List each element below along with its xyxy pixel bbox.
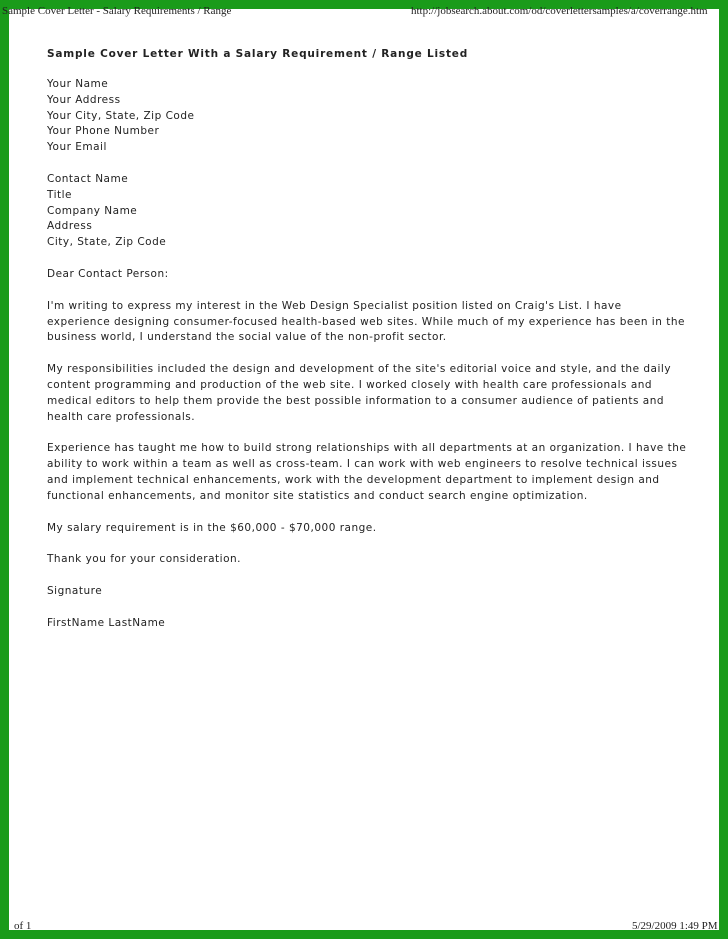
signature-label: Signature — [47, 585, 103, 598]
closing-line: Thank you for your consideration. — [47, 553, 241, 566]
body-paragraph-responsibilities: My responsibilities included the design and development of the site's editorial voice and style, and the daily content programming and production of the web site. I worked closely with health care professionals and medical editors to help them provide the best possible information to a consumer audience of patients and health care professionals. — [47, 363, 672, 423]
recipient-city-state-zip: City, State, Zip Code — [47, 236, 167, 249]
sender-address: Your Address — [47, 93, 121, 106]
recipient-company: Company Name — [47, 204, 138, 217]
recipient-name: Contact Name — [47, 172, 129, 185]
sender-address-block — [47, 77, 687, 156]
print-footer — [0, 920, 728, 934]
print-header — [0, 5, 728, 19]
sender-name: Your Name — [47, 78, 109, 90]
body-paragraph-intro: I'm writing to express my interest in the Web Design Specialist position listed on Craig's List. I have experience designing consumer-focused health-based web sites. While much of my experience has been in the business world, I understand the social value of the non-profit sector. — [47, 299, 685, 344]
sender-email: Your Email — [47, 141, 107, 154]
recipient-address: Address — [47, 220, 93, 233]
letter-title: Sample Cover Letter With a Salary Requirement / Range Listed — [47, 48, 469, 60]
body-paragraph-experience: Experience has taught me how to build strong relationships with all departments at an organization. I have the ability to work within a team as well as cross-team. I can work with web engineers to resolve technical issues and implement technical enhancements, work with the development department to implement design and functional enhancements, and monitor site statistics and conduct search engine optimization. — [47, 442, 687, 502]
recipient-title: Title — [47, 188, 73, 201]
sender-city-state-zip: Your City, State, Zip Code — [47, 109, 195, 122]
recipient-address-block — [47, 172, 687, 251]
salutation: Dear Contact Person: — [47, 267, 169, 280]
body-paragraph-salary: My salary requirement is in the $60,000 - $70,000 range. — [47, 521, 377, 534]
print-header-title: Sample Cover Letter - Salary Requirements / Range — [2, 5, 232, 17]
print-header-url: http://jobsearch.about.com/od/coverlettersamples/a/coverrange.htm — [411, 5, 708, 17]
letter-document — [47, 47, 687, 648]
sender-phone: Your Phone Number — [47, 125, 160, 138]
print-footer-page-count: of 1 — [14, 920, 32, 932]
signer-name: FirstName LastName — [47, 616, 166, 629]
print-footer-timestamp: 5/29/2009 1:49 PM — [632, 920, 718, 932]
